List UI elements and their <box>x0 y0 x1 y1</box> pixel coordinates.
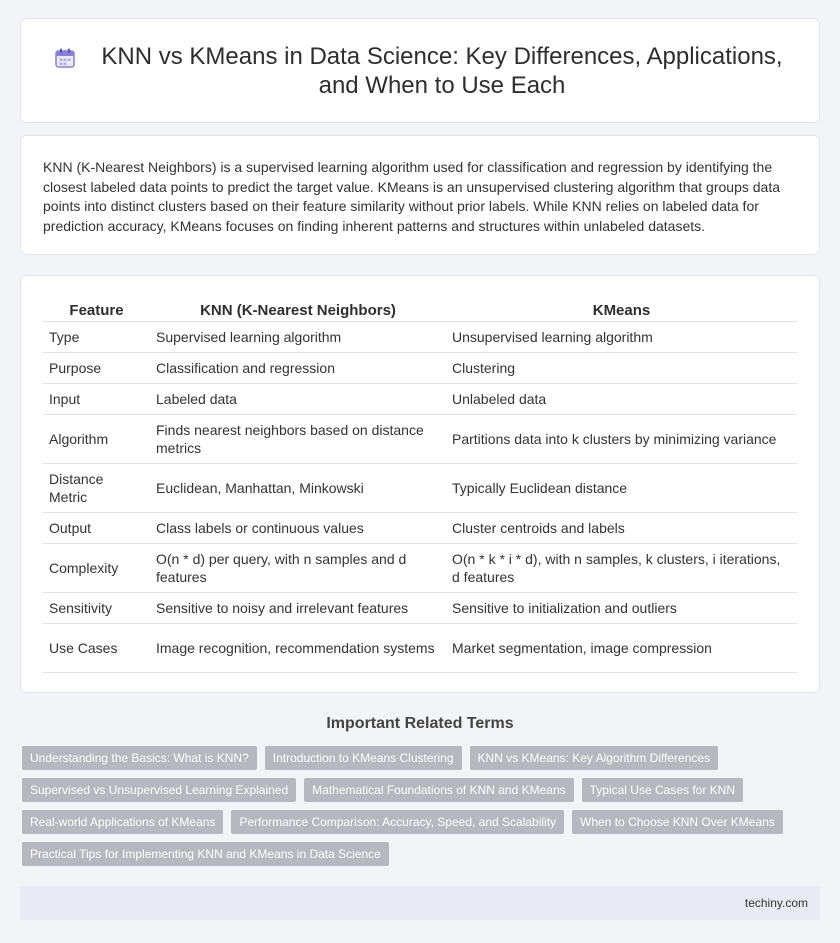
knn-cell: Image recognition, recommendation systems <box>150 624 446 673</box>
related-tag[interactable]: Performance Comparison: Accuracy, Speed, and Scalability <box>231 810 564 834</box>
header-knn: KNN (K-Nearest Neighbors) <box>150 298 446 322</box>
table-row <box>43 544 797 593</box>
feature-cell: Sensitivity <box>43 593 150 624</box>
feature-cell: Output <box>43 513 150 544</box>
calendar-icon <box>53 46 77 70</box>
feature-cell: Type <box>43 322 150 353</box>
related-terms-title: Important Related Terms <box>326 715 514 732</box>
related-tag[interactable]: Real-world Applications of KMeans <box>22 810 223 834</box>
kmeans-cell: Sensitive to initialization and outliers <box>446 593 797 624</box>
table-row <box>43 593 797 624</box>
table-row <box>43 513 797 544</box>
feature-cell: Complexity <box>43 544 150 593</box>
feature-cell: Purpose <box>43 353 150 384</box>
related-tag[interactable]: Mathematical Foundations of KNN and KMeans <box>304 778 573 802</box>
kmeans-cell: Unsupervised learning algorithm <box>446 322 797 353</box>
knn-cell: Euclidean, Manhattan, Minkowski <box>150 464 446 513</box>
kmeans-cell: Market segmentation, image compression <box>446 624 797 673</box>
knn-cell: Classification and regression <box>150 353 446 384</box>
knn-cell: O(n * d) per query, with n samples and d features <box>150 544 446 593</box>
kmeans-cell: Unlabeled data <box>446 384 797 415</box>
related-tags <box>0 746 840 874</box>
knn-cell: Supervised learning algorithm <box>150 322 446 353</box>
knn-cell: Finds nearest neighbors based on distance metrics <box>150 415 446 464</box>
intro-paragraph: KNN (K-Nearest Neighbors) is a supervised learning algorithm used for classification and regression by identifying the closest labeled data points to predict the target value. KMeans is an unsupervised clustering algorithm that groups data points into distinct clusters based on their feature similarity without prior labels. While KNN relies on labeled data for prediction accuracy, KMeans focuses on finding inherent patterns and structures within unlabeled datasets. <box>43 159 780 234</box>
related-tag[interactable]: Typical Use Cases for KNN <box>582 778 743 802</box>
table-row <box>43 353 797 384</box>
table-row <box>43 384 797 415</box>
comparison-table <box>43 298 797 673</box>
header-feature: Feature <box>43 298 150 322</box>
feature-cell: Input <box>43 384 150 415</box>
kmeans-cell: Partitions data into k clusters by minimizing variance <box>446 415 797 464</box>
table-row <box>43 624 797 673</box>
page-title: KNN vs KMeans in Data Science: Key Differences, Applications, and When to Use Each <box>101 42 783 99</box>
kmeans-cell: Cluster centroids and labels <box>446 513 797 544</box>
knn-cell: Labeled data <box>150 384 446 415</box>
knn-cell: Class labels or continuous values <box>150 513 446 544</box>
header-card <box>20 18 820 123</box>
kmeans-cell: Typically Euclidean distance <box>446 464 797 513</box>
table-row <box>43 322 797 353</box>
kmeans-cell: O(n * k * i * d), with n samples, k clusters, i iterations, d features <box>446 544 797 593</box>
comparison-card <box>20 275 820 693</box>
related-tag[interactable]: Supervised vs Unsupervised Learning Explained <box>22 778 296 802</box>
related-tag[interactable]: KNN vs KMeans: Key Algorithm Differences <box>470 746 719 770</box>
table-header-row <box>43 298 797 322</box>
feature-cell: Use Cases <box>43 624 150 673</box>
feature-cell: Distance Metric <box>43 464 150 513</box>
table-row <box>43 415 797 464</box>
knn-cell: Sensitive to noisy and irrelevant features <box>150 593 446 624</box>
header-kmeans: KMeans <box>446 298 797 322</box>
intro-card <box>20 135 820 255</box>
related-tag[interactable]: Understanding the Basics: What is KNN? <box>22 746 257 770</box>
table-row <box>43 464 797 513</box>
footer-site-link[interactable]: techiny.com <box>744 896 808 910</box>
title-wrap <box>53 42 787 100</box>
kmeans-cell: Clustering <box>446 353 797 384</box>
related-tag[interactable]: Practical Tips for Implementing KNN and KMeans in Data Science <box>22 842 389 866</box>
related-tag[interactable]: Introduction to KMeans Clustering <box>265 746 462 770</box>
feature-cell: Algorithm <box>43 415 150 464</box>
related-tag[interactable]: When to Choose KNN Over KMeans <box>572 810 783 834</box>
footer <box>20 886 820 920</box>
